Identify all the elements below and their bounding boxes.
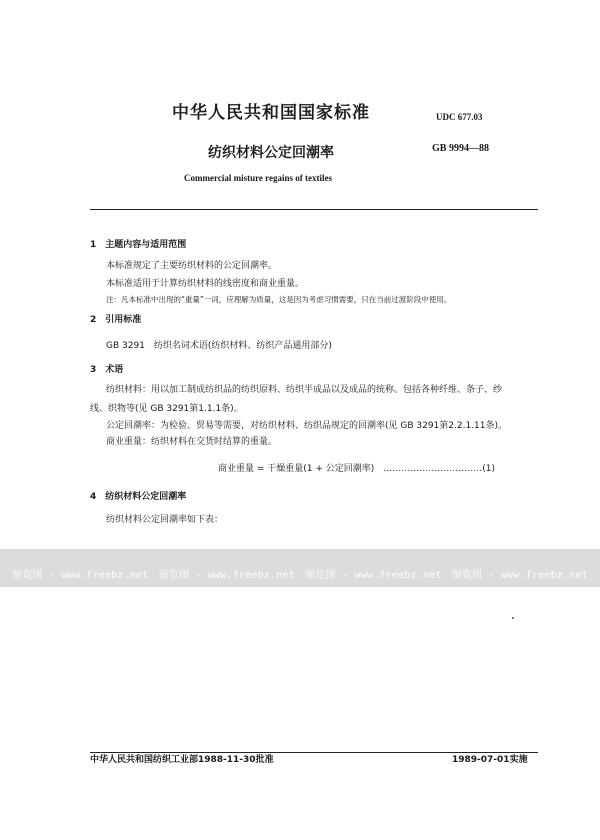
standard-org-title: 中华人民共和国国家标准 (172, 103, 370, 123)
section-2-reference: GB 3291 纺织名词术语(纺织材料、纺织产品通用部分) (106, 341, 332, 351)
formula-1: 商业重量 = 干燥重量(1 + 公定回潮率) ……………………………(1) (218, 464, 496, 474)
scan-speck (512, 617, 514, 619)
english-title: Commercial misture regains of textiles (184, 173, 332, 183)
section-4-heading: 4 纺织材料公定回潮率 (90, 492, 187, 502)
approval-statement: 中华人民共和国纺织工业部1988-11-30批准 (90, 755, 274, 765)
section-2-heading: 2 引用标准 (90, 315, 142, 325)
section-1-paragraph-2: 本标准适用于计算纺织材料的线密度和商业重量。 (106, 279, 305, 289)
watermark-text: 预览图 - www.freebz.net 预览图 - www.freebz.net 预览图 - www.freebz.net 预览图 - www.freebz.net (12, 570, 588, 581)
definition-textile-material-line-1: 纺织材料：用以加工制成纺织品的纺织原料、纺织半成品以及成品的统称。包括各种纤维、条子、纱 (106, 385, 503, 395)
definition-textile-material-line-2: 线、织物等(见 GB 3291第1.1.1条)。 (90, 404, 243, 414)
implementation-date: 1989-07-01实施 (452, 755, 528, 765)
header-divider (90, 209, 538, 210)
section-3-heading: 3 术语 (90, 365, 124, 375)
gb-number: GB 9994—88 (432, 143, 489, 154)
section-1-heading: 1 主题内容与适用范围 (90, 240, 187, 250)
section-1-paragraph-1: 本标准规定了主要纺织材料的公定回潮率。 (106, 261, 278, 271)
definition-moisture-regain: 公定回潮率：为检验、贸易等需要，对纺织材料、纺织品规定的回潮率(见 GB 3291第2.2.1.11条)。 (106, 421, 508, 431)
section-1-note: 注：凡本标准中出现的“重量”一词，应理解为质量，这是因为考虑习惯需要，只在当前过渡阶段中使用。 (106, 295, 452, 304)
document-title: 纺织材料公定回潮率 (208, 145, 334, 161)
udc-code: UDC 677.03 (436, 112, 483, 122)
definition-commercial-weight: 商业重量：纺织材料在交货时结算的重量。 (106, 437, 278, 447)
section-4-paragraph-1: 纺织材料公定回潮率如下表： (106, 515, 224, 525)
